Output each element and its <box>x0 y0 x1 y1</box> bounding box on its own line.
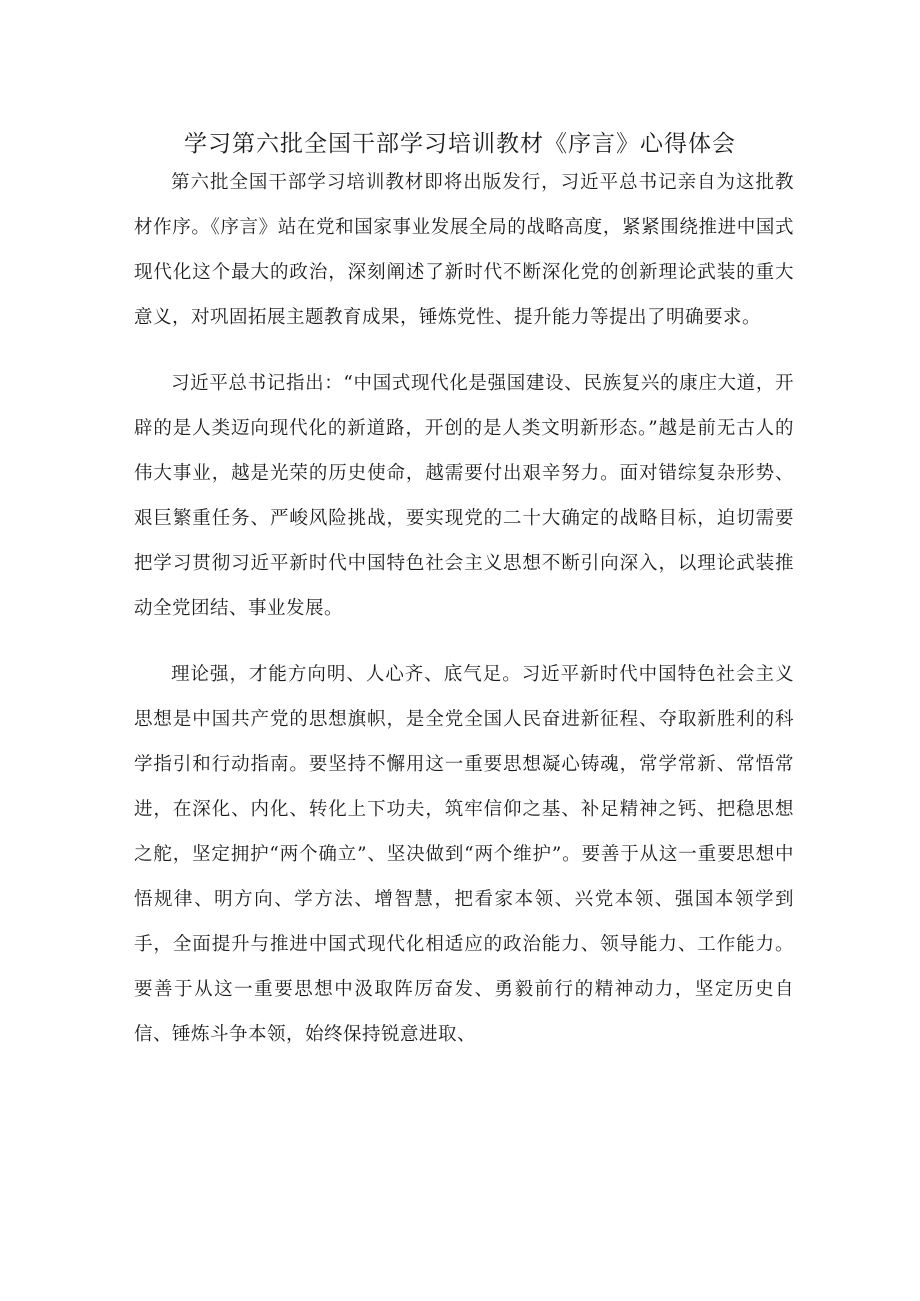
paragraph-3: 理论强，才能方向明、人心齐、底气足。习近平新时代中国特色社会主义思想是中国共产党的思想旗帜，是全党全国人民奋进新征程、夺取新胜利的科学指引和行动指南。要坚持不懈用这一重要思想凝心铸魂，常学常新、常悟常进，在深化、内化、转化上下功夫，筑牢信仰之基、补足精神之钙、把稳思想之舵，坚定拥护“两个确立”、坚决做到“两个维护”。要善于从这一重要思想中悟规律、明方向、学方法、增智慧，把看家本领、兴党本领、强国本领学到手，全面提升与推进中国式现代化相适应的政治能力、领导能力、工作能力。要善于从这一重要思想中汲取阵厉奋发、勇毅前行的精神动力，坚定历史自信、锤炼斗争本领，始终保持锐意进取、 <box>134 664 794 1045</box>
paragraph-1: 第六批全国干部学习培训教材即将出版发行，习近平总书记亲自为这批教材作序。《序言》站在党和国家事业发展全局的战略高度，紧紧围绕推进中国式现代化这个最大的政治，深刻阐述了新时代不断深化党的创新理论武装的重大意义，对巩固拓展主题教育成果，锤炼党性、提升能力等提出了明确要求。 <box>134 172 794 328</box>
paragraph-2: 习近平总书记指出：“中国式现代化是强国建设、民族复兴的康庄大道，开辟的是人类迈向现代化的新道路，开创的是人类文明新形态。”越是前无古人的伟大事业，越是光荣的历史使命，越需要付出艰辛努力。面对错综复杂形势、艰巨繁重任务、严峻风险挑战，要实现党的二十大确定的战略目标，迫切需要把学习贯彻习近平新时代中国特色社会主义思想不断引向深入，以理论武装推动全党团结、事业发展。 <box>134 373 794 619</box>
document-body <box>134 160 794 1078</box>
document-title: 学习第六批全国干部学习培训教材《序言》心得体会 <box>184 131 736 157</box>
